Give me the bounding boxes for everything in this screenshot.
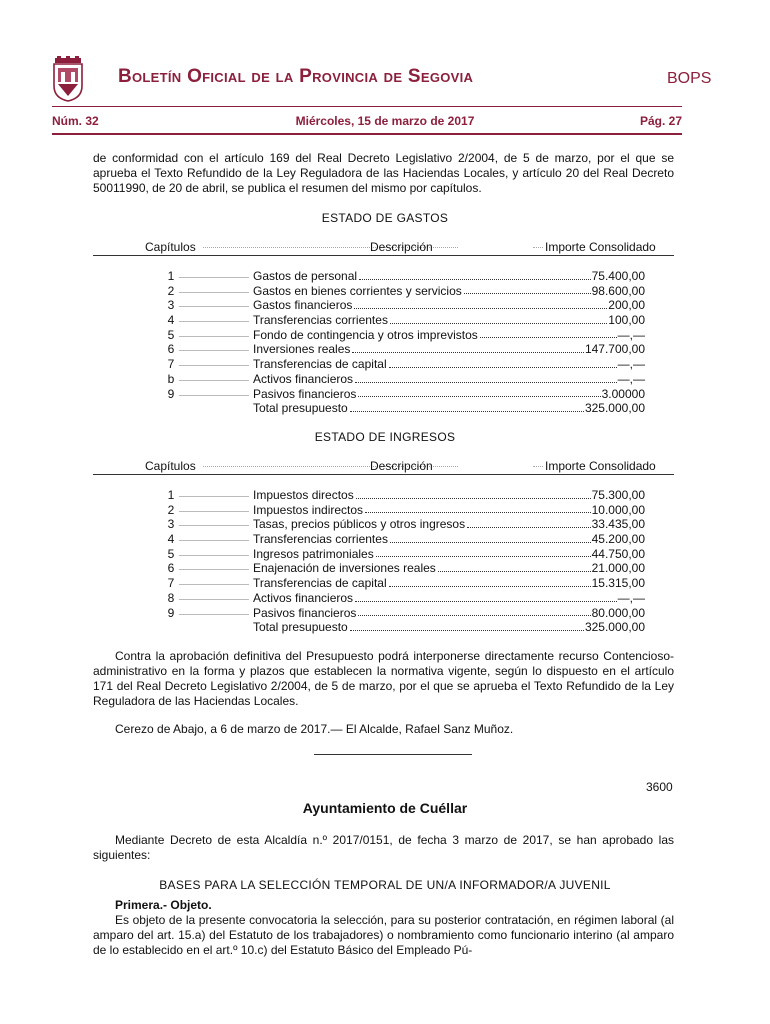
row-chapter: 3 xyxy=(167,298,175,313)
table-row xyxy=(93,313,674,328)
intro-paragraph: de conformidad con el artículo 169 del Real Decreto Legislativo 2/2004, de 5 de marzo, por el que se aprueba el Texto Refundido de la Ley Reguladora de las Haciendas Locales, y artículo 20 del Real Decreto 50011990, de 20 de abril, se publica el resumen del mismo por capítulos. xyxy=(93,151,674,195)
ingresos-title: ESTADO DE INGRESOS xyxy=(314,430,456,444)
table-row xyxy=(93,517,674,532)
row-amount: 3.00000 xyxy=(601,386,645,401)
table-row xyxy=(93,387,674,402)
table-row xyxy=(93,269,674,284)
row-chapter: 2 xyxy=(167,502,175,517)
table-row xyxy=(93,342,674,357)
row-description: Ingresos patrimoniales xyxy=(253,546,374,561)
row-amount: 98.600,00 xyxy=(591,283,645,298)
row-chapter: 3 xyxy=(167,517,175,532)
table-row xyxy=(93,284,674,299)
ingresos-table-header xyxy=(93,459,674,475)
row-amount: 75.300,00 xyxy=(591,488,645,502)
primera-title: Primera.- Objeto. xyxy=(115,898,212,912)
row-description: Impuestos directos xyxy=(253,488,354,502)
table-row xyxy=(93,488,674,503)
bases-title: BASES PARA LA SELECCIÓN TEMPORAL DE UN/A INFORMADOR/A JUVENIL xyxy=(159,878,611,892)
col-importe: Importe Consolidado xyxy=(545,240,656,254)
row-chapter: 1 xyxy=(167,488,175,502)
ingresos-rows xyxy=(93,488,674,635)
row-chapter: 6 xyxy=(167,342,175,357)
row-description: Impuestos indirectos xyxy=(253,502,364,517)
primera-text: Es objeto de la presente convocatoria la selección, para su posterior contratación, en régimen laboral (al amparo del art. 15.a) del Estatuto de los trabajadores) o nombramiento como funcionario interino (al amparo de lo establecido en el art.º 10.c) del Estatuto Básico del Empleado Pú- xyxy=(93,913,674,957)
row-description: Enajenación de inversiones reales xyxy=(253,561,436,576)
row-amount: 44.750,00 xyxy=(591,546,645,561)
gastos-table-header xyxy=(93,240,674,256)
col-descripcion: Descripción xyxy=(370,459,433,473)
row-amount: 15.315,00 xyxy=(591,576,645,591)
row-amount: 325.000,00 xyxy=(584,620,645,635)
row-description: Pasivos financieros xyxy=(253,386,357,401)
row-description: Transferencias corrientes xyxy=(253,532,388,547)
row-description: Transferencias de capital xyxy=(253,357,387,372)
col-importe: Importe Consolidado xyxy=(545,459,656,473)
row-amount: —,— xyxy=(617,327,645,342)
row-description: Pasivos financieros xyxy=(253,605,357,620)
row-amount: 21.000,00 xyxy=(591,561,645,576)
row-description: Activos financieros xyxy=(253,371,354,386)
row-chapter: 7 xyxy=(167,357,175,372)
row-description: Total presupuesto xyxy=(253,620,348,635)
row-amount: —,— xyxy=(617,590,645,605)
row-chapter: 4 xyxy=(167,313,175,328)
table-row xyxy=(93,620,674,635)
bulletin-abbrev: BOPS xyxy=(667,70,712,87)
table-row xyxy=(93,532,674,547)
primera-block xyxy=(93,898,674,958)
row-amount: 45.200,00 xyxy=(591,532,645,547)
row-chapter: 2 xyxy=(167,283,175,298)
row-amount: 100,00 xyxy=(608,313,645,328)
table-row xyxy=(93,591,674,606)
table-row xyxy=(93,547,674,562)
separator-rule xyxy=(314,754,472,755)
row-description: Gastos de personal xyxy=(253,269,358,283)
row-amount: 80.000,00 xyxy=(591,605,645,620)
row-description: Transferencias de capital xyxy=(253,576,387,591)
row-amount: 10.000,00 xyxy=(591,502,645,517)
ayuntamiento-heading: Ayuntamiento de Cuéllar xyxy=(302,800,468,816)
row-description: Total presupuesto xyxy=(253,401,348,416)
row-amount: —,— xyxy=(617,371,645,386)
table-row xyxy=(93,372,674,387)
row-description: Inversiones reales xyxy=(253,342,351,357)
table-row xyxy=(93,401,674,416)
row-chapter: 9 xyxy=(167,605,175,620)
table-row xyxy=(93,561,674,576)
table-row xyxy=(93,606,674,621)
gastos-rows xyxy=(93,269,674,416)
header-rule-bottom xyxy=(52,133,682,135)
row-amount: 147.700,00 xyxy=(584,342,645,357)
col-descripcion: Descripción xyxy=(370,240,433,254)
row-chapter: 8 xyxy=(167,590,175,605)
header-rule xyxy=(52,106,682,107)
page-number: Pág. 27 xyxy=(639,114,682,128)
row-description: Gastos en bienes corrientes y servicios xyxy=(253,283,462,298)
row-chapter: b xyxy=(167,371,175,386)
row-chapter: 4 xyxy=(167,532,175,547)
row-description: Activos financieros xyxy=(253,590,354,605)
row-chapter: 1 xyxy=(167,269,175,283)
bulletin-title: Boletín Oficial de la Provincia de Segovia xyxy=(118,66,474,87)
col-capitulos: Capítulos xyxy=(145,240,196,254)
col-capitulos: Capítulos xyxy=(145,459,196,473)
decreto-paragraph: Mediante Decreto de esta Alcaldía n.º 2017/0151, de fecha 3 marzo de 2017, se han aprobado las siguientes: xyxy=(93,833,674,862)
row-description: Fondo de contingencia y otros imprevistos xyxy=(253,327,478,342)
table-row xyxy=(93,503,674,518)
row-amount: 200,00 xyxy=(608,298,645,313)
row-chapter: 5 xyxy=(167,546,175,561)
row-description: Gastos financieros xyxy=(253,298,353,313)
row-chapter: 9 xyxy=(167,386,175,401)
row-amount: —,— xyxy=(617,357,645,372)
recurso-paragraph: Contra la aprobación definitiva del Presupuesto podrá interponerse directamente recurso Contencioso-administrativo en la forma y plazos que establecen la normativa vigente, según lo dispuesto en el artículo 171 del Real Decreto Legislativo 2/2004, de 5 de marzo, por el que se aprueba el Texto Refundido de la Ley Reguladora de las Haciendas Locales. xyxy=(93,649,674,708)
row-chapter: 6 xyxy=(167,561,175,576)
coat-of-arms-icon xyxy=(52,56,84,102)
row-amount: 75.400,00 xyxy=(591,269,645,283)
table-row xyxy=(93,298,674,313)
table-row xyxy=(93,576,674,591)
issue-number: Núm. 32 xyxy=(52,114,99,128)
row-chapter: 7 xyxy=(167,576,175,591)
row-amount: 33.435,00 xyxy=(591,517,645,532)
signature-line: Cerezo de Abajo, a 6 de marzo de 2017.— El Alcalde, Rafael Sanz Muñoz. xyxy=(115,722,514,736)
row-description: Tasas, precios públicos y otros ingresos xyxy=(253,517,466,532)
issue-date: Miércoles, 15 de marzo de 2017 xyxy=(295,114,475,128)
row-amount: 325.000,00 xyxy=(584,401,645,416)
table-row xyxy=(93,328,674,343)
table-row xyxy=(93,357,674,372)
row-chapter: 5 xyxy=(167,327,175,342)
row-description: Transferencias corrientes xyxy=(253,313,388,328)
gastos-title: ESTADO DE GASTOS xyxy=(321,211,449,225)
announcement-code: 3600 xyxy=(646,780,673,794)
